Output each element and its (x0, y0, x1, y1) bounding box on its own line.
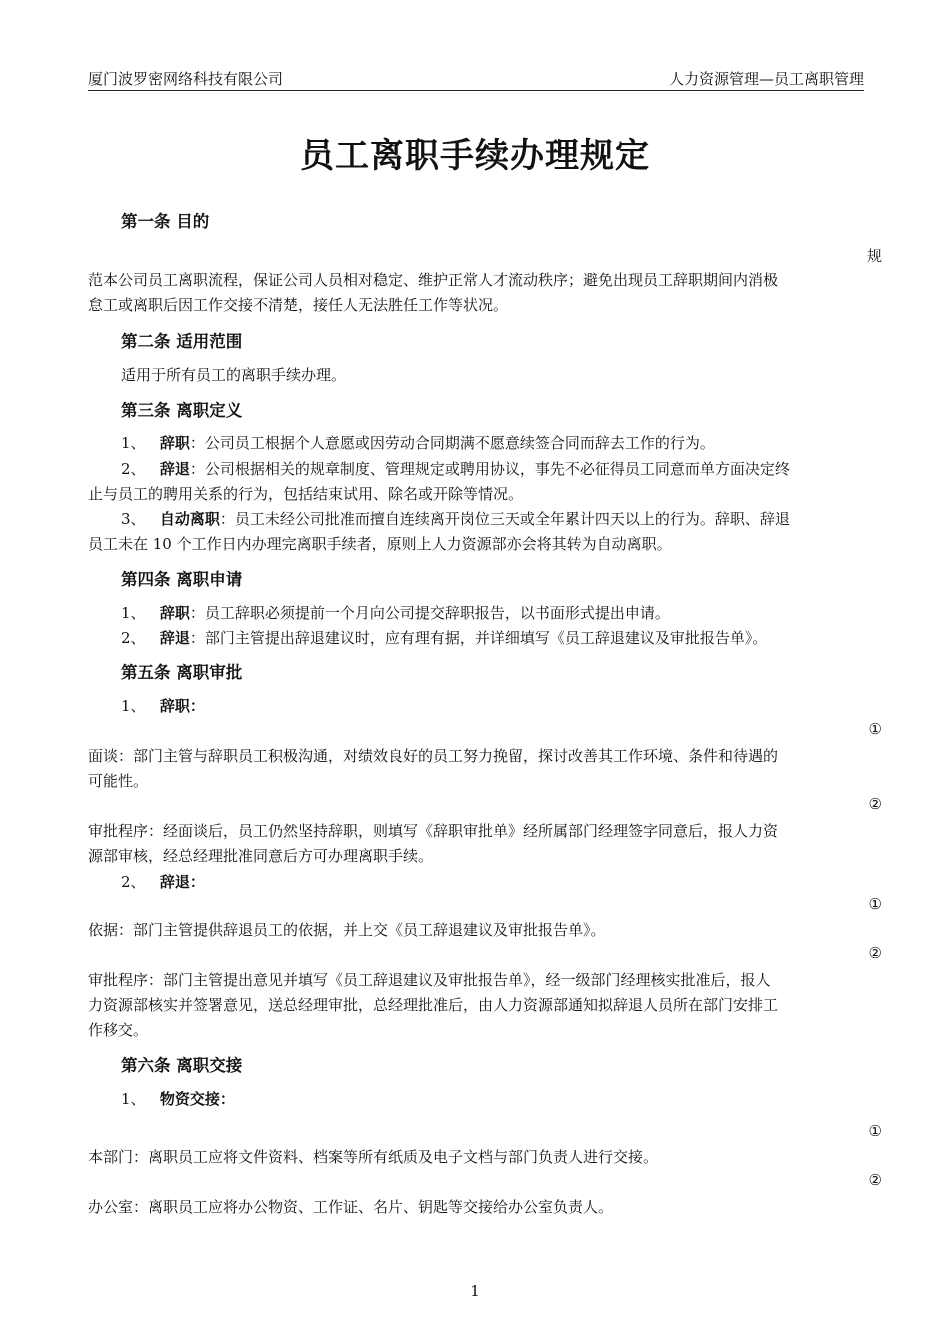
item-number: 1、 (121, 604, 146, 622)
circled-marker-1: ① (868, 895, 882, 913)
item-text: ：员工辞职必须提前一个月向公司提交辞职报告，以书面形式提出申请。 (189, 604, 670, 622)
section-3-item-2 (121, 458, 790, 479)
section-1-lead-char: 规 (866, 247, 882, 265)
section-6-1b-line-1: 办公室：离职员工应将办公物资、工作证、名片、钥匙等交接给办公室负责人。 (88, 1198, 614, 1216)
item-text: ：公司根据相关的规章制度、管理规定或聘用协议，事先不必征得员工同意而单方面决定终 (189, 460, 790, 478)
item-label: 辞职： (159, 697, 205, 715)
item-text: ：员工未经公司批准而擅自连续离开岗位三天或全年累计四天以上的行为。辞职、辞退 (219, 510, 790, 528)
section-5-2b-line-1: 审批程序：部门主管提出意见并填写《员工辞退建议及审批报告单》，经一级部门经理核实批准后，报人 (88, 971, 771, 989)
company-name: 厦门波罗密网络科技有限公司 (88, 70, 284, 88)
item-label: 辞退 (159, 460, 190, 478)
section-5-2a-line-1: 依据：部门主管提供辞退员工的依据，并上交《员工辞退建议及审批报告单》。 (88, 921, 606, 939)
item-number: 1、 (121, 1090, 146, 1108)
section-4-item-1 (121, 602, 670, 623)
item-number: 2、 (121, 873, 146, 891)
item-number: 3、 (121, 510, 146, 528)
section-2-heading: 第二条 适用范围 (121, 332, 243, 351)
section-5-1b-line-1: 审批程序：经面谈后，员工仍然坚持辞职，则填写《辞职审批单》经所属部门经理签字同意后，报人力资 (88, 822, 779, 840)
section-4-item-2 (121, 627, 767, 648)
circled-marker-2: ② (868, 795, 882, 813)
circled-marker-1: ① (868, 1122, 882, 1140)
section-1-heading: 第一条 目的 (121, 212, 210, 231)
section-6-item-1 (121, 1088, 235, 1109)
page-header (88, 66, 864, 91)
item-number: 2、 (121, 460, 146, 478)
section-3-item-3-cont: 员工未在 10 个工作日内办理完离职手续者，原则上人力资源部亦会将其转为自动离职。 (88, 535, 672, 553)
item-label: 辞职 (159, 434, 190, 452)
section-5-1a-line-2: 可能性。 (88, 772, 149, 790)
circled-marker-2: ② (868, 944, 882, 962)
item-label: 物资交接： (159, 1090, 235, 1108)
document-title: 员工离职手续办理规定 (300, 136, 650, 176)
section-5-2b-line-3: 作移交。 (88, 1021, 149, 1039)
item-number: 2、 (121, 629, 146, 647)
circled-marker-1: ① (868, 720, 882, 738)
header-section-title: 人力资源管理—员工离职管理 (668, 70, 864, 88)
section-5-1b-line-2: 源部审核，经总经理批准同意后方可办理离职手续。 (88, 847, 434, 865)
section-3-item-3 (121, 508, 790, 529)
section-3-item-2-cont: 止与员工的聘用关系的行为，包括结束试用、除名或开除等情况。 (88, 485, 524, 503)
circled-marker-2: ② (868, 1171, 882, 1189)
item-text: ：部门主管提出辞退建议时，应有理有据，并详细填写《员工辞退建议及审批报告单》。 (189, 629, 768, 647)
section-3-item-1 (121, 432, 715, 453)
section-1-line-1: 范本公司员工离职流程，保证公司人员相对稳定、维护正常人才流动秩序；避免出现员工辞职期间内消极 (88, 271, 779, 289)
section-3-heading: 第三条 离职定义 (121, 401, 243, 420)
section-1-line-2: 怠工或离职后因工作交接不清楚，接任人无法胜任工作等状况。 (88, 296, 509, 314)
item-text: ：公司员工根据个人意愿或因劳动合同期满不愿意续签合同而辞去工作的行为。 (189, 434, 715, 452)
section-2-text: 适用于所有员工的离职手续办理。 (121, 366, 347, 384)
item-number: 1、 (121, 697, 146, 715)
item-label: 辞职 (159, 604, 190, 622)
section-5-heading: 第五条 离职审批 (121, 663, 243, 682)
page-number: 1 (470, 1282, 480, 1300)
item-number: 1、 (121, 434, 146, 452)
section-4-heading: 第四条 离职申请 (121, 570, 243, 589)
section-5-1a-line-1: 面谈：部门主管与辞职员工积极沟通，对绩效良好的员工努力挽留，探讨改善其工作环境、条件和待遇的 (88, 747, 779, 765)
item-label: 辞退 (159, 629, 190, 647)
item-label: 辞退： (159, 873, 205, 891)
section-5-2b-line-2: 力资源部核实并签署意见，送总经理审批，总经理批准后，由人力资源部通知拟辞退人员所在部门安排工 (88, 996, 779, 1014)
section-5-item-1 (121, 695, 205, 716)
section-6-1a-line-1: 本部门：离职员工应将文件资料、档案等所有纸质及电子文档与部门负责人进行交接。 (88, 1148, 659, 1166)
section-6-heading: 第六条 离职交接 (121, 1056, 243, 1075)
section-5-item-2 (121, 871, 205, 892)
item-label: 自动离职 (159, 510, 220, 528)
